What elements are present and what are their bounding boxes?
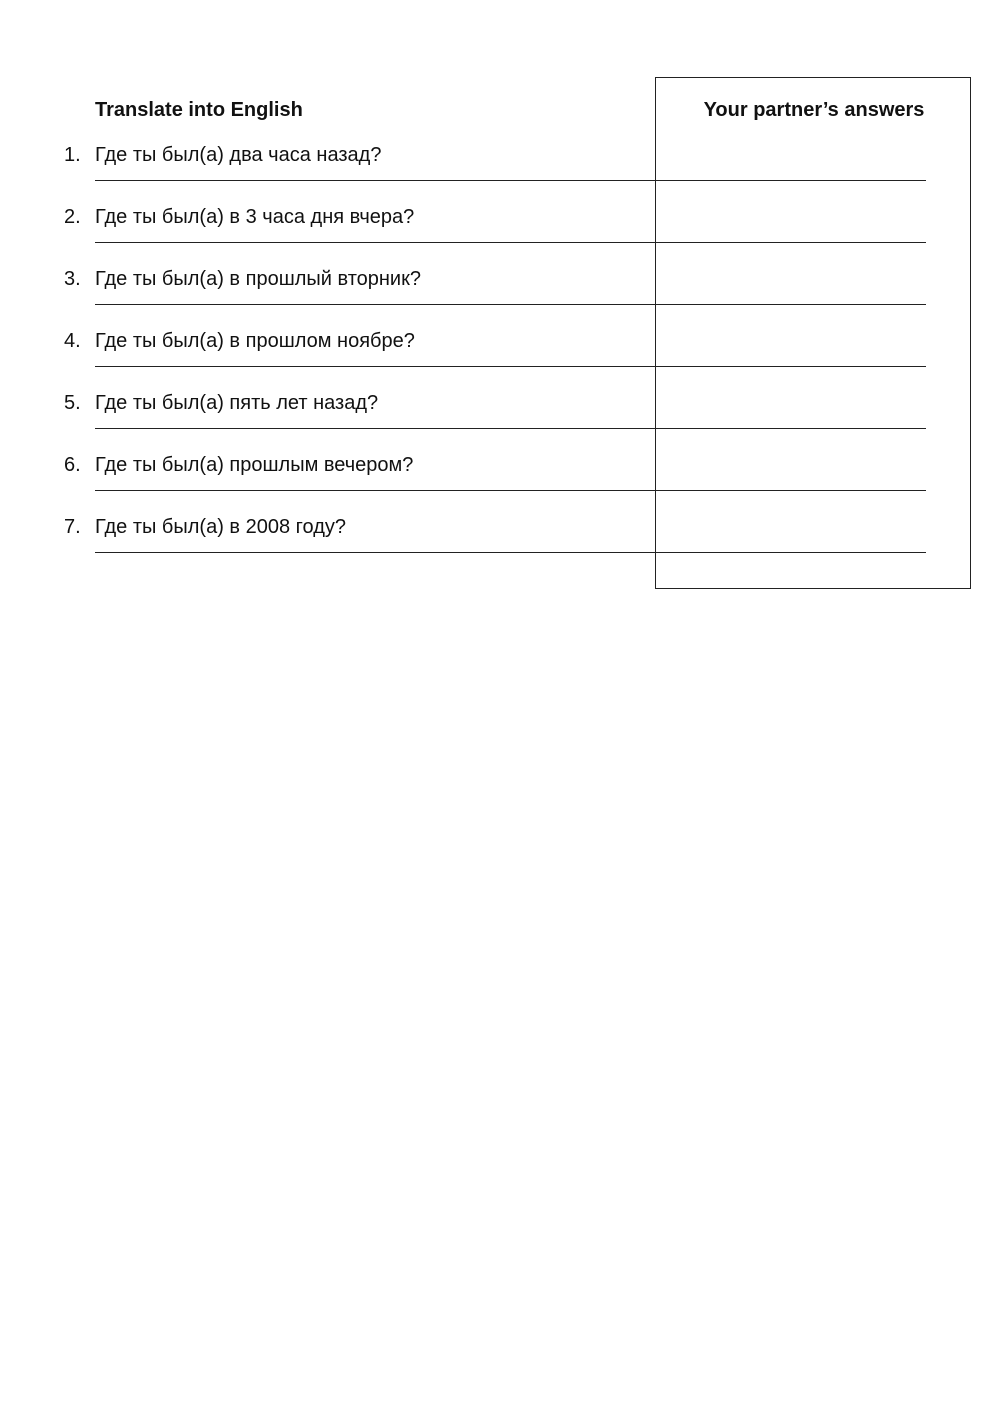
question-item — [0, 205, 1000, 267]
answer-line[interactable] — [95, 552, 926, 553]
question-number: 2. — [64, 206, 81, 228]
question-item — [0, 515, 1000, 577]
question-item — [0, 267, 1000, 329]
question-text: Где ты был(а) два часа назад? — [95, 144, 382, 166]
question-number: 4. — [64, 330, 81, 352]
question-text: Где ты был(а) в прошлом ноябре? — [95, 330, 415, 352]
question-text: Где ты был(а) прошлым вечером? — [95, 454, 414, 476]
question-number: 3. — [64, 268, 81, 290]
answer-line[interactable] — [95, 366, 926, 367]
answer-line[interactable] — [95, 490, 926, 491]
question-item — [0, 453, 1000, 515]
question-number: 6. — [64, 454, 81, 476]
translate-heading: Translate into English — [95, 99, 303, 121]
question-item — [0, 329, 1000, 391]
question-item — [0, 143, 1000, 205]
partner-answers-heading: Your partner’s answers — [703, 99, 925, 121]
question-number: 7. — [64, 516, 81, 538]
question-text: Где ты был(а) в прошлый вторник? — [95, 268, 421, 290]
question-item — [0, 391, 1000, 453]
question-text: Где ты был(а) пять лет назад? — [95, 392, 379, 414]
question-number: 1. — [64, 144, 81, 166]
answer-line[interactable] — [95, 428, 926, 429]
question-text: Где ты был(а) в 3 часа дня вчера? — [95, 206, 415, 228]
question-text: Где ты был(а) в 2008 году? — [95, 516, 346, 538]
answer-line[interactable] — [95, 180, 926, 181]
answer-line[interactable] — [95, 242, 926, 243]
answer-line[interactable] — [95, 304, 926, 305]
question-number: 5. — [64, 392, 81, 414]
